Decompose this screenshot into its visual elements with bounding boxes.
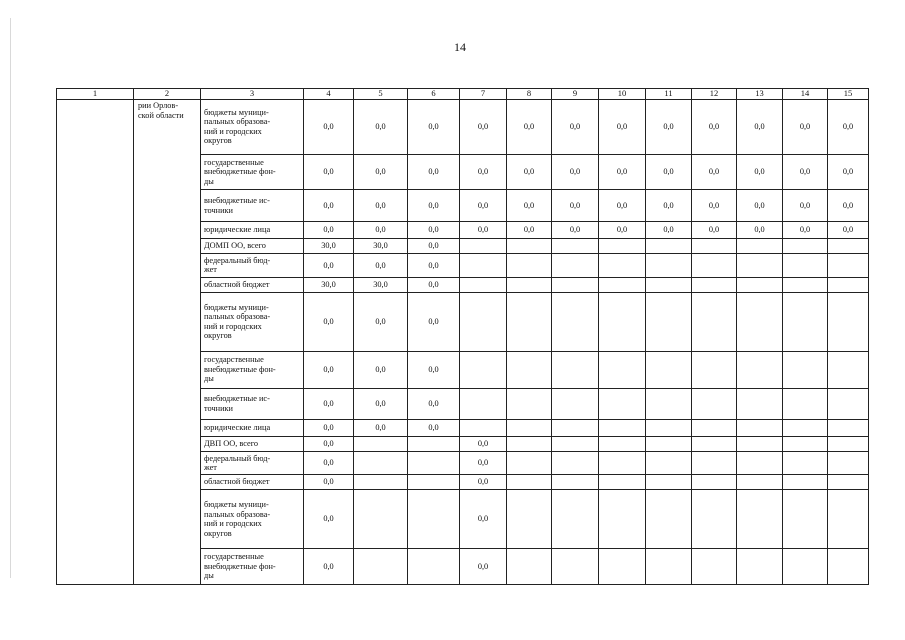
value-cell [354,475,408,490]
value-cell [783,238,828,253]
value-cell: 0,0 [304,548,354,584]
value-cell: 0,0 [304,293,354,352]
value-cell: 0,0 [408,351,460,388]
value-cell [828,351,869,388]
value-cell [828,475,869,490]
value-cell [354,436,408,451]
value-cell [599,420,646,436]
source-label: бюджеты муници- пальных образова- ний и городских округов [201,490,304,549]
value-cell: 0,0 [646,190,692,222]
value-cell: 0,0 [304,475,354,490]
value-cell: 0,0 [460,548,507,584]
value-cell: 0,0 [304,388,354,420]
value-cell [737,293,783,352]
value-cell: 0,0 [646,100,692,154]
value-cell [737,436,783,451]
value-cell [507,436,552,451]
value-cell: 0,0 [304,420,354,436]
value-cell [828,238,869,253]
column-header: 4 [304,89,354,100]
value-cell [783,277,828,292]
column-header: 11 [646,89,692,100]
value-cell [692,436,737,451]
source-label: юридические лица [201,222,304,238]
value-cell [408,452,460,475]
value-cell [737,490,783,549]
value-cell: 0,0 [737,100,783,154]
value-cell [599,351,646,388]
value-cell: 0,0 [599,190,646,222]
value-cell: 0,0 [552,100,599,154]
value-cell: 0,0 [692,222,737,238]
value-cell: 0,0 [460,190,507,222]
value-cell [692,238,737,253]
value-cell [783,548,828,584]
value-cell [737,238,783,253]
value-cell [646,293,692,352]
value-cell: 0,0 [354,293,408,352]
value-cell [408,490,460,549]
value-cell [408,436,460,451]
value-cell [783,490,828,549]
value-cell: 0,0 [783,154,828,190]
value-cell [599,254,646,278]
value-cell: 0,0 [646,154,692,190]
value-cell: 0,0 [408,238,460,253]
value-cell [692,475,737,490]
source-label: внебюджетные ис- точники [201,388,304,420]
column-1-cell [57,100,134,585]
value-cell [552,277,599,292]
value-cell: 0,0 [552,222,599,238]
value-cell [507,475,552,490]
value-cell [552,452,599,475]
value-cell [828,452,869,475]
value-cell [599,490,646,549]
value-cell: 0,0 [460,490,507,549]
value-cell [354,452,408,475]
value-cell: 0,0 [828,190,869,222]
column-header: 8 [507,89,552,100]
value-cell: 0,0 [354,388,408,420]
column-header: 15 [828,89,869,100]
value-cell [646,388,692,420]
value-cell [692,254,737,278]
value-cell [552,388,599,420]
value-cell: 0,0 [737,154,783,190]
value-cell [737,254,783,278]
value-cell [354,490,408,549]
value-cell: 0,0 [354,154,408,190]
value-cell: 0,0 [408,293,460,352]
table-row [57,100,869,154]
value-cell [692,388,737,420]
value-cell: 0,0 [408,420,460,436]
value-cell [828,548,869,584]
source-label: федеральный бюд- жет [201,452,304,475]
value-cell [507,548,552,584]
value-cell: 0,0 [304,351,354,388]
value-cell: 0,0 [304,436,354,451]
value-cell: 0,0 [599,222,646,238]
value-cell [646,277,692,292]
value-cell [552,293,599,352]
value-cell: 30,0 [354,238,408,253]
value-cell [507,254,552,278]
value-cell: 30,0 [354,277,408,292]
source-label: областной бюджет [201,475,304,490]
value-cell: 0,0 [692,154,737,190]
source-label: ДОМП ОО, всего [201,238,304,253]
value-cell [646,420,692,436]
value-cell [599,436,646,451]
value-cell [783,452,828,475]
value-cell [599,277,646,292]
value-cell: 0,0 [507,154,552,190]
header-row [57,89,869,100]
column-header: 9 [552,89,599,100]
value-cell [737,548,783,584]
column-header: 13 [737,89,783,100]
column-header: 3 [201,89,304,100]
column-header: 6 [408,89,460,100]
value-cell [552,475,599,490]
value-cell: 0,0 [354,254,408,278]
value-cell: 0,0 [304,222,354,238]
value-cell: 0,0 [507,222,552,238]
value-cell [737,452,783,475]
value-cell [783,254,828,278]
value-cell [828,277,869,292]
value-cell [599,388,646,420]
value-cell [692,548,737,584]
source-label: бюджеты муници- пальных образова- ний и городских округов [201,100,304,154]
source-label: бюджеты муници- пальных образова- ний и городских округов [201,293,304,352]
value-cell: 0,0 [599,100,646,154]
value-cell [599,475,646,490]
value-cell: 0,0 [460,436,507,451]
value-cell [552,436,599,451]
source-label: областной бюджет [201,277,304,292]
value-cell [460,351,507,388]
value-cell [460,420,507,436]
value-cell [599,548,646,584]
column-header: 2 [134,89,201,100]
value-cell [646,254,692,278]
value-cell [507,277,552,292]
value-cell: 0,0 [304,190,354,222]
source-label: государственные внебюджетные фон- ды [201,548,304,584]
value-cell [408,548,460,584]
value-cell: 0,0 [408,388,460,420]
column-header: 1 [57,89,134,100]
value-cell: 0,0 [304,254,354,278]
value-cell: 0,0 [304,154,354,190]
value-cell: 0,0 [828,100,869,154]
value-cell [552,490,599,549]
column-header: 12 [692,89,737,100]
value-cell [692,293,737,352]
value-cell [460,293,507,352]
column-header: 10 [599,89,646,100]
value-cell [460,238,507,253]
value-cell: 0,0 [646,222,692,238]
column-header: 14 [783,89,828,100]
value-cell: 0,0 [354,100,408,154]
value-cell [599,238,646,253]
value-cell: 0,0 [460,154,507,190]
value-cell [737,420,783,436]
value-cell [828,293,869,352]
table-body [57,89,869,585]
region-label: рии Орлов- ской области [134,100,201,585]
value-cell: 0,0 [692,100,737,154]
value-cell: 0,0 [460,475,507,490]
value-cell: 0,0 [552,190,599,222]
value-cell: 0,0 [408,254,460,278]
value-cell [692,420,737,436]
value-cell: 0,0 [828,154,869,190]
value-cell [507,388,552,420]
value-cell: 0,0 [408,154,460,190]
value-cell [828,254,869,278]
value-cell [828,436,869,451]
value-cell [692,490,737,549]
value-cell: 0,0 [460,222,507,238]
source-label: внебюджетные ис- точники [201,190,304,222]
value-cell: 0,0 [408,100,460,154]
value-cell [507,351,552,388]
value-cell [552,238,599,253]
value-cell [408,475,460,490]
value-cell [354,548,408,584]
value-cell: 0,0 [304,490,354,549]
value-cell [737,277,783,292]
value-cell [552,548,599,584]
value-cell: 0,0 [408,277,460,292]
value-cell [460,254,507,278]
value-cell [828,420,869,436]
value-cell: 0,0 [783,222,828,238]
value-cell: 0,0 [460,452,507,475]
value-cell: 0,0 [828,222,869,238]
value-cell: 0,0 [507,100,552,154]
value-cell [507,452,552,475]
value-cell [692,452,737,475]
data-table [56,88,869,585]
value-cell [783,475,828,490]
value-cell: 0,0 [552,154,599,190]
source-label: государственные внебюджетные фон- ды [201,154,304,190]
value-cell [783,420,828,436]
value-cell [646,475,692,490]
value-cell [507,293,552,352]
column-header: 5 [354,89,408,100]
value-cell: 0,0 [783,190,828,222]
value-cell [646,436,692,451]
source-label: ДВП ОО, всего [201,436,304,451]
value-cell [737,351,783,388]
value-cell: 0,0 [507,190,552,222]
value-cell [692,351,737,388]
value-cell: 0,0 [692,190,737,222]
column-header: 7 [460,89,507,100]
value-cell: 0,0 [599,154,646,190]
value-cell: 30,0 [304,277,354,292]
value-cell [737,388,783,420]
value-cell [507,490,552,549]
value-cell [783,436,828,451]
value-cell: 0,0 [737,222,783,238]
value-cell: 0,0 [354,222,408,238]
source-label: федеральный бюд- жет [201,254,304,278]
page-margin-line [10,18,11,578]
value-cell: 0,0 [304,452,354,475]
value-cell [599,293,646,352]
source-label: государственные внебюджетные фон- ды [201,351,304,388]
source-label: юридические лица [201,420,304,436]
value-cell [552,420,599,436]
value-cell [828,388,869,420]
value-cell [737,475,783,490]
page-number: 14 [454,40,466,54]
value-cell [552,351,599,388]
value-cell [460,277,507,292]
value-cell [828,490,869,549]
value-cell: 0,0 [304,100,354,154]
value-cell: 0,0 [408,190,460,222]
value-cell: 0,0 [354,190,408,222]
value-cell [646,238,692,253]
value-cell [507,238,552,253]
value-cell [692,277,737,292]
value-cell [783,293,828,352]
value-cell [646,452,692,475]
value-cell [507,420,552,436]
value-cell [646,351,692,388]
value-cell [783,388,828,420]
value-cell: 0,0 [783,100,828,154]
value-cell [552,254,599,278]
value-cell: 30,0 [304,238,354,253]
value-cell: 0,0 [460,100,507,154]
value-cell: 0,0 [354,420,408,436]
value-cell: 0,0 [737,190,783,222]
value-cell: 0,0 [354,351,408,388]
value-cell [646,548,692,584]
value-cell [783,351,828,388]
value-cell [599,452,646,475]
value-cell [646,490,692,549]
value-cell: 0,0 [408,222,460,238]
value-cell [460,388,507,420]
